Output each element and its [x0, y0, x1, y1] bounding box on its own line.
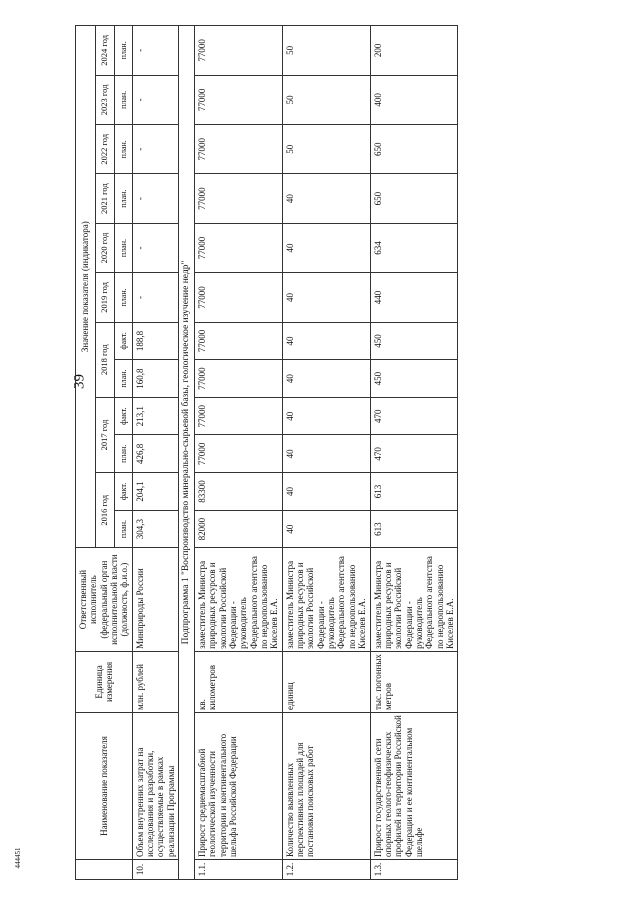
row-number: 10.: [132, 860, 178, 880]
value-cell: 204,1: [132, 473, 178, 511]
value-cell: 613: [370, 473, 458, 511]
value-cell: -: [132, 26, 178, 76]
plan-label: план.: [114, 360, 132, 398]
unit-cell: тыс. погонных метров: [370, 651, 458, 712]
value-cell: 450: [370, 360, 458, 398]
fact-label: факт.: [114, 473, 132, 511]
value-cell: -: [132, 174, 178, 223]
indicator-name: Прирост государственной сети опорных геолого-геофизических профилей на территории Российской Федерации и ее континентальном шельфе: [370, 713, 458, 860]
value-cell: 82000: [195, 510, 283, 548]
table-row: [195, 26, 283, 880]
executor-cell: заместитель Министра природных ресурсов и экологии Российской Федерации - руководитель Федерального агентства по недропользованию Киселев Е.А.: [370, 548, 458, 651]
indicator-name: Объем внутренних затрат на исследования и разработки, осуществляемые в рамках реализации Программы: [132, 713, 178, 860]
value-cell: -: [132, 75, 178, 124]
plan-label: план.: [114, 174, 132, 223]
unit-cell: единиц: [282, 651, 370, 712]
value-cell: 634: [370, 223, 458, 272]
plan-label: план.: [114, 273, 132, 322]
value-cell: 50: [282, 75, 370, 124]
value-cell: 77000: [195, 223, 283, 272]
col-executor-header: Ответственный исполнитель (федеральный орган исполнительной власти (должность, ф.и.о.): [76, 548, 133, 651]
plan-label: план.: [114, 125, 132, 174]
col-unit-header: Единица измерения: [76, 651, 133, 712]
value-cell: 213,1: [132, 397, 178, 435]
year-2019-header: 2019 год: [95, 273, 114, 322]
value-cell: 613: [370, 510, 458, 548]
year-2017-header: 2017 год: [95, 397, 114, 472]
fact-label: факт.: [114, 397, 132, 435]
row-number: 1.3.: [370, 860, 458, 880]
table-row: [132, 26, 178, 880]
value-cell: 40: [282, 174, 370, 223]
year-2023-header: 2023 год: [95, 75, 114, 124]
value-cell: 77000: [195, 435, 283, 473]
table-row: [370, 26, 458, 880]
executor-cell: заместитель Министра природных ресурсов и экологии Российской Федерации - руководитель Федерального агентства по недропользованию Киселев Е.А.: [195, 548, 283, 651]
value-cell: 50: [282, 125, 370, 174]
value-cell: 160,8: [132, 360, 178, 398]
value-cell: 200: [370, 26, 458, 76]
value-cell: 83300: [195, 473, 283, 511]
col-num-header: [76, 860, 133, 880]
value-cell: 77000: [195, 174, 283, 223]
row-number: 1.1.: [195, 860, 283, 880]
value-cell: 40: [282, 322, 370, 360]
value-cell: 40: [282, 510, 370, 548]
year-2022-header: 2022 год: [95, 125, 114, 174]
indicators-table: [75, 25, 458, 880]
value-cell: 40: [282, 473, 370, 511]
value-cell: 40: [282, 223, 370, 272]
rotated-table-container: [75, 25, 635, 880]
value-cell: 77000: [195, 397, 283, 435]
value-cell: 40: [282, 397, 370, 435]
plan-label: план.: [114, 223, 132, 272]
row-number: 1.2.: [282, 860, 370, 880]
value-cell: -: [132, 223, 178, 272]
value-cell: 77000: [195, 125, 283, 174]
value-cell: 400: [370, 75, 458, 124]
value-cell: 426,8: [132, 435, 178, 473]
plan-label: план.: [114, 510, 132, 548]
indicator-name: Прирост среднемасштабной геологической изученности территории и континентального шельфа Российской Федерации: [195, 713, 283, 860]
executor-cell: заместитель Министра природных ресурсов и экологии Российской Федерации - руководитель Федерального агентства по недропользованию Киселев Е.А.: [282, 548, 370, 651]
value-cell: 77000: [195, 75, 283, 124]
plan-label: план.: [114, 435, 132, 473]
table-row: [282, 26, 370, 880]
plan-label: план.: [114, 75, 132, 124]
value-cell: 450: [370, 322, 458, 360]
value-cell: 77000: [195, 26, 283, 76]
fact-label: факт.: [114, 322, 132, 360]
year-2024-header: 2024 год: [95, 26, 114, 76]
value-cell: 77000: [195, 322, 283, 360]
year-2018-header: 2018 год: [95, 322, 114, 397]
subprogram-title: Подпрограмма 1 "Воспроизводство минерально-сырьевой базы, геологическое изучение недр": [179, 26, 195, 880]
value-cell: 40: [282, 273, 370, 322]
values-header: Значение показателя (индикатора): [76, 26, 96, 548]
page-number: 39: [71, 374, 88, 389]
value-cell: 440: [370, 273, 458, 322]
indicator-name: Количество выявленных перспективных площадей для постановки поисковых работ: [282, 713, 370, 860]
document-id: 444451: [14, 847, 22, 869]
value-cell: 77000: [195, 360, 283, 398]
value-cell: 188,8: [132, 322, 178, 360]
unit-cell: млн. рублей: [132, 651, 178, 712]
value-cell: 470: [370, 435, 458, 473]
plan-label: план.: [114, 26, 132, 76]
value-cell: -: [132, 125, 178, 174]
value-cell: -: [132, 273, 178, 322]
year-2020-header: 2020 год: [95, 223, 114, 272]
col-name-header: Наименование показателя: [76, 713, 133, 860]
executor-cell: Минприроды России: [132, 548, 178, 651]
value-cell: 40: [282, 435, 370, 473]
year-2016-header: 2016 год: [95, 473, 114, 548]
year-2021-header: 2021 год: [95, 174, 114, 223]
value-cell: 650: [370, 125, 458, 174]
value-cell: 470: [370, 397, 458, 435]
value-cell: 304,3: [132, 510, 178, 548]
value-cell: 77000: [195, 273, 283, 322]
value-cell: 50: [282, 26, 370, 76]
unit-cell: кв. километров: [195, 651, 283, 712]
subprogram-row: [179, 26, 195, 880]
value-cell: 40: [282, 360, 370, 398]
value-cell: 650: [370, 174, 458, 223]
